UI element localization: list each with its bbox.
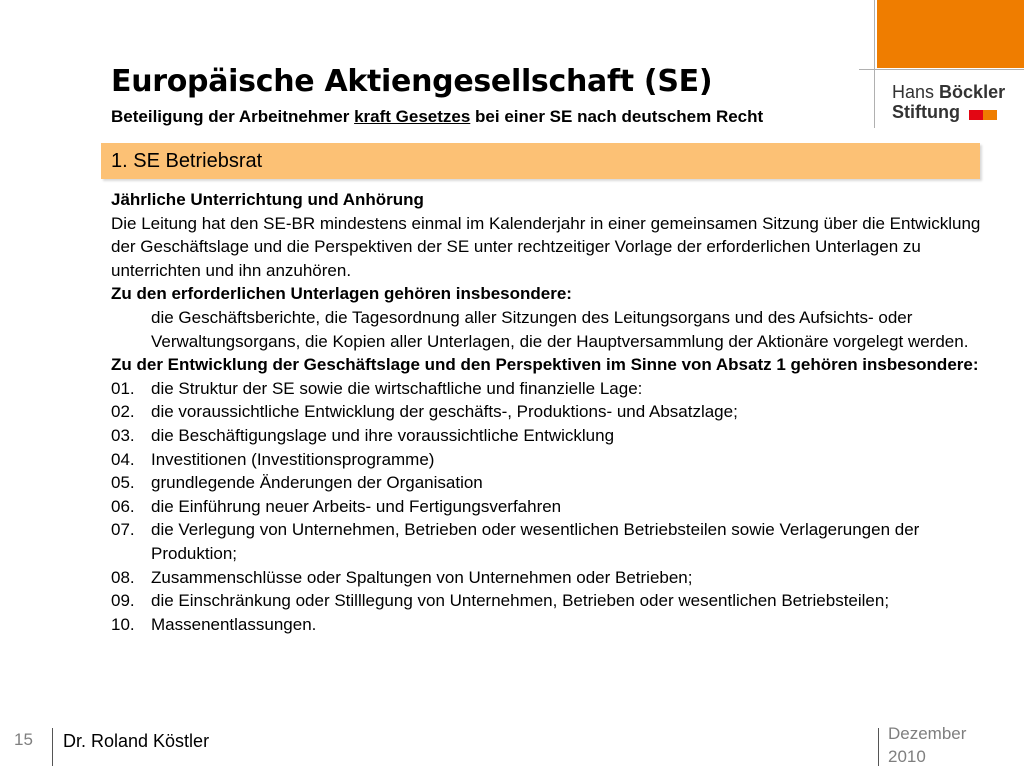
- list-item-text: die Beschäftigungslage und ihre voraussichtliche Entwicklung: [151, 425, 615, 445]
- list-item: [111, 448, 991, 472]
- heading-required-documents: Zu den erforderlichen Unterlagen gehören insbesondere:: [111, 284, 572, 304]
- list-item: [111, 566, 991, 590]
- footer-date-month: Dezember: [888, 724, 967, 743]
- topics-list: [111, 377, 991, 637]
- list-item-number: 09.: [111, 591, 135, 611]
- list-item: [111, 589, 991, 613]
- heading-annual-briefing: Jährliche Unterrichtung und Anhörung: [111, 190, 424, 209]
- list-item-text: Zusammenschlüsse oder Spaltungen von Unternehmen oder Betrieben;: [151, 567, 693, 587]
- list-item: [111, 495, 991, 519]
- footer-date-year: 2010: [888, 747, 926, 766]
- list-item-number: 01.: [111, 378, 135, 398]
- footer-author: Dr. Roland Köstler: [63, 731, 210, 751]
- corner-divider-horizontal: [859, 69, 1024, 70]
- list-item-number: 02.: [111, 402, 135, 422]
- paragraph-documents: die Geschäftsberichte, die Tagesordnung aller Sitzungen des Leitungsorgans und des Aufsichts- oder Verwaltungsorgans, die Kopien aller Unterlagen, die der Hauptversammlung der Aktionäre vorgelegt werden.: [151, 307, 969, 351]
- list-item-number: 07.: [111, 520, 135, 540]
- footer-divider-left: [52, 728, 53, 766]
- content-body: [111, 188, 991, 636]
- list-item: [111, 518, 991, 565]
- list-item-number: 06.: [111, 496, 135, 516]
- logo-word-boeckler: Böckler: [939, 82, 1006, 102]
- list-item: [111, 424, 991, 448]
- list-item-text: die Verlegung von Unternehmen, Betrieben oder wesentlichen Betriebsteilen sowie Verlagerungen der Produktion;: [151, 520, 920, 563]
- list-item-text: die Struktur der SE sowie die wirtschaftliche und finanzielle Lage:: [151, 378, 643, 398]
- logo-color-mark-icon: [969, 103, 997, 123]
- list-item-number: 04.: [111, 449, 135, 469]
- heading-business-development: Zu der Entwicklung der Geschäftslage und den Perspektiven im Sinne von Absatz 1 gehören insbesondere:: [111, 355, 979, 375]
- logo-word-hans: Hans: [892, 82, 935, 102]
- corner-divider-vertical: [874, 0, 875, 128]
- list-item-text: die voraussichtliche Entwicklung der geschäfts-, Produktions- und Absatzlage;: [151, 402, 738, 422]
- list-item-number: 08.: [111, 567, 135, 587]
- section-header-label: 1. SE Betriebsrat: [111, 150, 263, 172]
- subtitle-part-1: Beteiligung der Arbeitnehmer: [111, 107, 355, 126]
- list-item-number: 03.: [111, 425, 135, 445]
- list-item-number: 05.: [111, 473, 135, 493]
- logo-word-stiftung: Stiftung: [892, 102, 960, 122]
- paragraph-briefing: Die Leitung hat den SE-BR mindestens einmal im Kalenderjahr in einer gemeinsamen Sitzung über die Entwicklung der Geschäftslage und die Perspektiven der SE unter rechtzeitiger Vorlage der erforderlichen Unterlagen zu unterrichten und ihn anzuhören.: [111, 213, 981, 280]
- list-item-text: die Einschränkung oder Stilllegung von Unternehmen, Betrieben oder wesentlichen Betriebsteilen;: [151, 591, 890, 611]
- hans-boeckler-stiftung-logo: [892, 82, 1017, 124]
- list-item: [111, 471, 991, 495]
- subtitle-underlined: kraft Gesetzes: [354, 107, 471, 126]
- subtitle-part-2: bei einer SE nach deutschem Recht: [470, 107, 764, 126]
- corner-accent-block: [877, 0, 1024, 68]
- list-item-text: Massenentlassungen.: [151, 614, 317, 634]
- footer-date: [888, 722, 998, 768]
- list-item: [111, 613, 991, 637]
- list-item-text: Investitionen (Investitionsprogramme): [151, 449, 435, 469]
- list-item-number: 10.: [111, 614, 135, 634]
- list-item-text: die Einführung neuer Arbeits- und Fertigungsverfahren: [151, 496, 562, 516]
- list-item-text: grundlegende Änderungen der Organisation: [151, 473, 483, 493]
- footer-divider-right: [878, 728, 879, 766]
- page-subtitle: [111, 107, 763, 127]
- list-item: [111, 377, 991, 401]
- page-title: Europäische Aktiengesellschaft (SE): [111, 64, 713, 99]
- list-item: [111, 400, 991, 424]
- section-header-bar: [101, 143, 980, 179]
- page-number: 15: [14, 730, 33, 749]
